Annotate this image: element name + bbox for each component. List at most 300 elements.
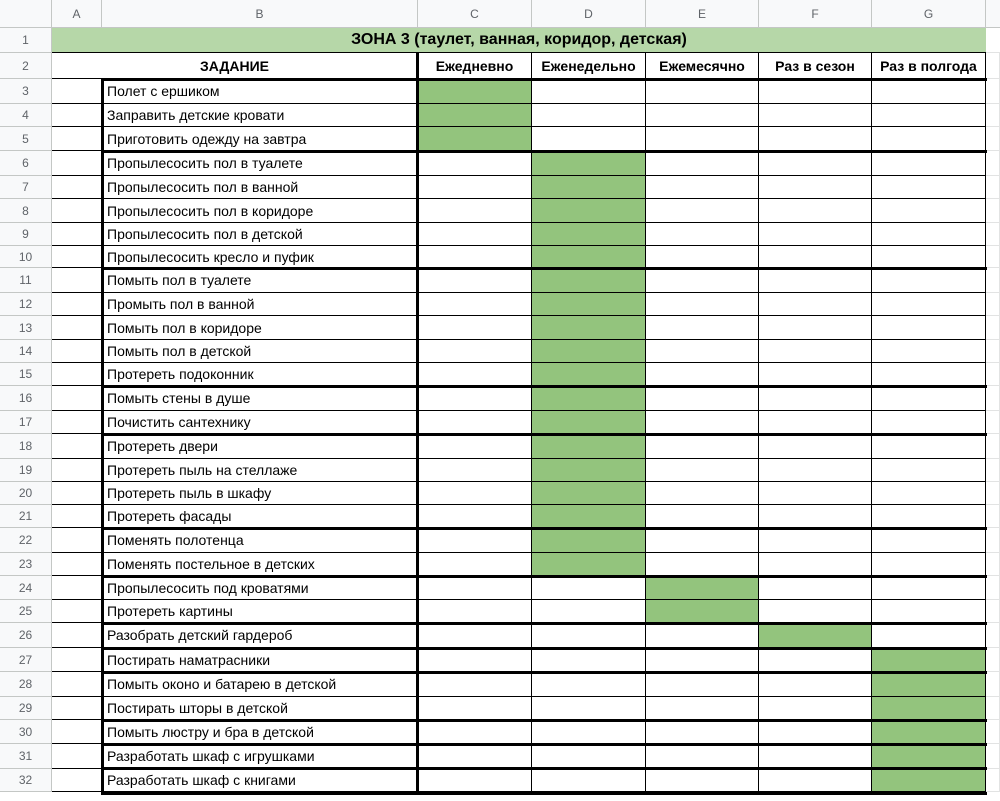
- task-cell[interactable]: [102, 623, 418, 648]
- cell-overflow-7[interactable]: [986, 176, 1000, 199]
- freq-cell-5[interactable]: [872, 127, 986, 151]
- task-cell[interactable]: [102, 293, 418, 316]
- freq-cell-4[interactable]: [759, 623, 872, 648]
- freq-cell-1[interactable]: [418, 769, 532, 792]
- column-header-d[interactable]: [532, 0, 646, 28]
- task-cell-text: Протереть пыль на стеллаже: [107, 462, 298, 478]
- freq-cell-2[interactable]: [532, 459, 646, 482]
- freq-cell-5[interactable]: [872, 246, 986, 268]
- cell-overflow-31[interactable]: [986, 744, 1000, 769]
- cell-a24[interactable]: [52, 576, 102, 600]
- freq-cell-2[interactable]: [532, 623, 646, 648]
- task-cell[interactable]: [102, 176, 418, 199]
- row-header-15[interactable]: [0, 363, 52, 386]
- freq-header-1[interactable]: [418, 53, 532, 79]
- freq-cell-4[interactable]: [759, 744, 872, 769]
- cell-overflow-24[interactable]: [986, 576, 1000, 600]
- freq-cell-2[interactable]: [532, 386, 646, 411]
- freq-cell-3[interactable]: [646, 293, 759, 316]
- task-cell-text: Поменять постельное в детских: [107, 556, 315, 572]
- freq-cell-5[interactable]: [872, 482, 986, 505]
- row-header-3[interactable]: [0, 79, 52, 104]
- freq-cell-2[interactable]: [532, 769, 646, 792]
- row-header-19[interactable]: [0, 459, 52, 482]
- freq-cell-1[interactable]: [418, 459, 532, 482]
- freq-cell-2[interactable]: [532, 553, 646, 576]
- row-header-6[interactable]: [0, 151, 52, 176]
- row-header-8[interactable]: [0, 199, 52, 223]
- column-header-f[interactable]: [759, 0, 872, 28]
- freq-cell-5[interactable]: [872, 720, 986, 744]
- freq-cell-2[interactable]: [532, 505, 646, 528]
- task-cell[interactable]: [102, 104, 418, 127]
- row-header-20[interactable]: [0, 482, 52, 505]
- freq-cell-5[interactable]: [872, 79, 986, 104]
- freq-cell-5[interactable]: [872, 672, 986, 697]
- freq-cell-1[interactable]: [418, 576, 532, 600]
- freq-cell-2[interactable]: [532, 482, 646, 505]
- column-header-a[interactable]: [52, 0, 102, 28]
- freq-cell-4[interactable]: [759, 459, 872, 482]
- row-header-2[interactable]: [0, 53, 52, 79]
- row-header-28[interactable]: [0, 672, 52, 697]
- cell-overflow-30[interactable]: [986, 720, 1000, 744]
- cell-overflow-12[interactable]: [986, 293, 1000, 316]
- cell-a18[interactable]: [52, 434, 102, 459]
- freq-cell-2[interactable]: [532, 434, 646, 459]
- row-header-18[interactable]: [0, 434, 52, 459]
- freq-cell-1[interactable]: [418, 363, 532, 386]
- row-header-14[interactable]: [0, 340, 52, 363]
- freq-cell-3[interactable]: [646, 434, 759, 459]
- task-cell[interactable]: [102, 482, 418, 505]
- cell-a25[interactable]: [52, 600, 102, 623]
- cell-overflow-26[interactable]: [986, 623, 1000, 648]
- task-cell[interactable]: [102, 268, 418, 293]
- freq-cell-4[interactable]: [759, 576, 872, 600]
- row-header-31[interactable]: [0, 744, 52, 769]
- cell-a28[interactable]: [52, 672, 102, 697]
- cell-a22[interactable]: [52, 528, 102, 553]
- freq-cell-1[interactable]: [418, 648, 532, 672]
- freq-cell-1[interactable]: [418, 199, 532, 223]
- freq-cell-2[interactable]: [532, 223, 646, 246]
- freq-header-4[interactable]: [759, 53, 872, 79]
- row-header-23[interactable]: [0, 553, 52, 576]
- select-all-corner[interactable]: [0, 0, 52, 28]
- freq-cell-1[interactable]: [418, 600, 532, 623]
- cell-overflow-27[interactable]: [986, 648, 1000, 672]
- column-header-c[interactable]: [418, 0, 532, 28]
- cell-overflow-10[interactable]: [986, 246, 1000, 268]
- freq-cell-4[interactable]: [759, 127, 872, 151]
- freq-cell-5[interactable]: [872, 528, 986, 553]
- cell-overflow-11[interactable]: [986, 268, 1000, 293]
- freq-cell-2[interactable]: [532, 720, 646, 744]
- row-header-11[interactable]: [0, 268, 52, 293]
- row-header-22[interactable]: [0, 528, 52, 553]
- freq-cell-4[interactable]: [759, 720, 872, 744]
- freq-cell-1[interactable]: [418, 744, 532, 769]
- row-header-5[interactable]: [0, 127, 52, 151]
- freq-cell-4[interactable]: [759, 482, 872, 505]
- freq-cell-5[interactable]: [872, 176, 986, 199]
- freq-cell-1[interactable]: [418, 386, 532, 411]
- freq-cell-2[interactable]: [532, 340, 646, 363]
- cell-a21[interactable]: [52, 505, 102, 528]
- freq-cell-1[interactable]: [418, 720, 532, 744]
- cell-a26[interactable]: [52, 623, 102, 648]
- freq-cell-5[interactable]: [872, 223, 986, 246]
- task-cell[interactable]: [102, 459, 418, 482]
- cell-overflow-29[interactable]: [986, 697, 1000, 720]
- group-border: [102, 575, 987, 578]
- freq-cell-4[interactable]: [759, 293, 872, 316]
- cell-overflow-16[interactable]: [986, 386, 1000, 411]
- freq-cell-2[interactable]: [532, 528, 646, 553]
- task-cell[interactable]: [102, 744, 418, 769]
- freq-header-2[interactable]: [532, 53, 646, 79]
- freq-header-5[interactable]: [872, 53, 986, 79]
- row-header-4[interactable]: [0, 104, 52, 127]
- freq-cell-5[interactable]: [872, 505, 986, 528]
- freq-cell-1[interactable]: [418, 151, 532, 176]
- task-cell[interactable]: [102, 434, 418, 459]
- freq-cell-2[interactable]: [532, 104, 646, 127]
- freq-cell-4[interactable]: [759, 434, 872, 459]
- freq-cell-2[interactable]: [532, 316, 646, 340]
- freq-cell-5[interactable]: [872, 268, 986, 293]
- freq-cell-2[interactable]: [532, 293, 646, 316]
- freq-cell-2[interactable]: [532, 199, 646, 223]
- freq-cell-2[interactable]: [532, 363, 646, 386]
- cell-overflow-15[interactable]: [986, 363, 1000, 386]
- freq-cell-3[interactable]: [646, 386, 759, 411]
- cell-overflow-14[interactable]: [986, 340, 1000, 363]
- freq-cell-3[interactable]: [646, 672, 759, 697]
- freq-cell-5[interactable]: [872, 363, 986, 386]
- freq-cell-3[interactable]: [646, 576, 759, 600]
- cell-overflow-2[interactable]: [986, 53, 1000, 79]
- freq-cell-3[interactable]: [646, 623, 759, 648]
- freq-cell-3[interactable]: [646, 648, 759, 672]
- freq-cell-2[interactable]: [532, 697, 646, 720]
- cell-overflow-22[interactable]: [986, 528, 1000, 553]
- freq-cell-1[interactable]: [418, 293, 532, 316]
- task-cell[interactable]: [102, 340, 418, 363]
- cell-overflow-25[interactable]: [986, 600, 1000, 623]
- freq-cell-5[interactable]: [872, 576, 986, 600]
- freq-cell-5[interactable]: [872, 151, 986, 176]
- freq-cell-1[interactable]: [418, 246, 532, 268]
- task-cell-text: Разработать шкаф с книгами: [107, 772, 296, 788]
- cell-overflow-20[interactable]: [986, 482, 1000, 505]
- cell-overflow-21[interactable]: [986, 505, 1000, 528]
- cell-overflow-9[interactable]: [986, 223, 1000, 246]
- freq-cell-3[interactable]: [646, 769, 759, 792]
- freq-cell-4[interactable]: [759, 104, 872, 127]
- freq-cell-5[interactable]: [872, 293, 986, 316]
- task-cell-text: Протереть подоконник: [107, 366, 254, 382]
- task-cell[interactable]: [102, 223, 418, 246]
- cell-a9[interactable]: [52, 223, 102, 246]
- task-cell[interactable]: [102, 316, 418, 340]
- freq-cell-5[interactable]: [872, 697, 986, 720]
- group-border: [102, 719, 987, 722]
- freq-cell-4[interactable]: [759, 386, 872, 411]
- freq-cell-4[interactable]: [759, 151, 872, 176]
- freq-cell-4[interactable]: [759, 316, 872, 340]
- freq-cell-5[interactable]: [872, 553, 986, 576]
- freq-cell-3[interactable]: [646, 127, 759, 151]
- freq-cell-5[interactable]: [872, 623, 986, 648]
- freq-cell-3[interactable]: [646, 151, 759, 176]
- freq-cell-3[interactable]: [646, 600, 759, 623]
- freq-cell-4[interactable]: [759, 672, 872, 697]
- task-cell[interactable]: [102, 127, 418, 151]
- freq-cell-4[interactable]: [759, 223, 872, 246]
- cell-overflow-1[interactable]: [986, 28, 1000, 53]
- freq-cell-3[interactable]: [646, 720, 759, 744]
- cell-a5[interactable]: [52, 127, 102, 151]
- freq-cell-5[interactable]: [872, 648, 986, 672]
- freq-cell-4[interactable]: [759, 648, 872, 672]
- freq-cell-3[interactable]: [646, 268, 759, 293]
- task-cell[interactable]: [102, 769, 418, 792]
- column-header-overflow[interactable]: [986, 0, 1000, 28]
- cell-a27[interactable]: [52, 648, 102, 672]
- cell-a31[interactable]: [52, 744, 102, 769]
- freq-cell-5[interactable]: [872, 104, 986, 127]
- cell-a15[interactable]: [52, 363, 102, 386]
- freq-cell-5[interactable]: [872, 316, 986, 340]
- cell-overflow-5[interactable]: [986, 127, 1000, 151]
- freq-cell-2[interactable]: [532, 268, 646, 293]
- task-cell[interactable]: [102, 363, 418, 386]
- freq-cell-3[interactable]: [646, 176, 759, 199]
- freq-cell-3[interactable]: [646, 411, 759, 434]
- freq-header-3[interactable]: [646, 53, 759, 79]
- freq-cell-1[interactable]: [418, 176, 532, 199]
- freq-cell-1[interactable]: [418, 434, 532, 459]
- freq-cell-2[interactable]: [532, 672, 646, 697]
- row-header-30[interactable]: [0, 720, 52, 744]
- freq-cell-2[interactable]: [532, 246, 646, 268]
- cell-a7[interactable]: [52, 176, 102, 199]
- cell-a6[interactable]: [52, 151, 102, 176]
- freq-cell-3[interactable]: [646, 528, 759, 553]
- freq-cell-1[interactable]: [418, 79, 532, 104]
- freq-cell-3[interactable]: [646, 340, 759, 363]
- cell-a23[interactable]: [52, 553, 102, 576]
- row-header-17[interactable]: [0, 411, 52, 434]
- row-header-16[interactable]: [0, 386, 52, 411]
- cell-a3[interactable]: [52, 79, 102, 104]
- freq-cell-4[interactable]: [759, 528, 872, 553]
- row-header-26[interactable]: [0, 623, 52, 648]
- cell-overflow-4[interactable]: [986, 104, 1000, 127]
- freq-cell-3[interactable]: [646, 553, 759, 576]
- row-header-12[interactable]: [0, 293, 52, 316]
- freq-cell-1[interactable]: [418, 505, 532, 528]
- task-cell[interactable]: [102, 672, 418, 697]
- row-header-7[interactable]: [0, 176, 52, 199]
- freq-cell-1[interactable]: [418, 411, 532, 434]
- task-cell[interactable]: [102, 576, 418, 600]
- freq-cell-1[interactable]: [418, 316, 532, 340]
- cell-overflow-28[interactable]: [986, 672, 1000, 697]
- freq-cell-4[interactable]: [759, 600, 872, 623]
- cell-a16[interactable]: [52, 386, 102, 411]
- task-header[interactable]: [52, 53, 418, 79]
- cell-overflow-8[interactable]: [986, 199, 1000, 223]
- freq-cell-4[interactable]: [759, 199, 872, 223]
- task-cell[interactable]: [102, 553, 418, 576]
- freq-cell-4[interactable]: [759, 363, 872, 386]
- cell-overflow-6[interactable]: [986, 151, 1000, 176]
- row-header-9[interactable]: [0, 223, 52, 246]
- freq-cell-4[interactable]: [759, 411, 872, 434]
- freq-cell-3[interactable]: [646, 459, 759, 482]
- freq-cell-1[interactable]: [418, 553, 532, 576]
- cell-a30[interactable]: [52, 720, 102, 744]
- cell-overflow-3[interactable]: [986, 79, 1000, 104]
- freq-cell-1[interactable]: [418, 697, 532, 720]
- task-cell[interactable]: [102, 505, 418, 528]
- freq-cell-2[interactable]: [532, 176, 646, 199]
- cell-overflow-13[interactable]: [986, 316, 1000, 340]
- row-header-29[interactable]: [0, 697, 52, 720]
- freq-cell-5[interactable]: [872, 386, 986, 411]
- freq-cell-5[interactable]: [872, 340, 986, 363]
- row-header-10[interactable]: [0, 246, 52, 268]
- column-header-e[interactable]: [646, 0, 759, 28]
- freq-cell-4[interactable]: [759, 769, 872, 792]
- freq-cell-1[interactable]: [418, 104, 532, 127]
- freq-cell-2[interactable]: [532, 411, 646, 434]
- cell-a19[interactable]: [52, 459, 102, 482]
- cell-a20[interactable]: [52, 482, 102, 505]
- freq-cell-3[interactable]: [646, 744, 759, 769]
- row-header-27[interactable]: [0, 648, 52, 672]
- column-header-g[interactable]: [872, 0, 986, 28]
- task-cell[interactable]: [102, 199, 418, 223]
- task-cell[interactable]: [102, 151, 418, 176]
- cell-a32[interactable]: [52, 769, 102, 792]
- task-cell[interactable]: [102, 79, 418, 104]
- freq-cell-5[interactable]: [872, 769, 986, 792]
- task-cell[interactable]: [102, 720, 418, 744]
- freq-cell-2[interactable]: [532, 151, 646, 176]
- freq-cell-5[interactable]: [872, 199, 986, 223]
- row-number: 25: [18, 604, 33, 618]
- freq-cell-5[interactable]: [872, 600, 986, 623]
- freq-cell-4[interactable]: [759, 553, 872, 576]
- freq-cell-2[interactable]: [532, 600, 646, 623]
- freq-cell-5[interactable]: [872, 434, 986, 459]
- cell-overflow-32[interactable]: [986, 769, 1000, 792]
- freq-cell-1[interactable]: [418, 340, 532, 363]
- freq-cell-2[interactable]: [532, 648, 646, 672]
- freq-cell-5[interactable]: [872, 459, 986, 482]
- group-border: [102, 622, 987, 625]
- freq-cell-2[interactable]: [532, 744, 646, 769]
- cell-a11[interactable]: [52, 268, 102, 293]
- task-cell[interactable]: [102, 386, 418, 411]
- cell-a14[interactable]: [52, 340, 102, 363]
- cell-overflow-19[interactable]: [986, 459, 1000, 482]
- freq-cell-3[interactable]: [646, 316, 759, 340]
- column-header-b[interactable]: [102, 0, 418, 28]
- freq-cell-2[interactable]: [532, 127, 646, 151]
- freq-cell-3[interactable]: [646, 697, 759, 720]
- cell-overflow-23[interactable]: [986, 553, 1000, 576]
- cell-a13[interactable]: [52, 316, 102, 340]
- freq-cell-2[interactable]: [532, 79, 646, 104]
- freq-cell-4[interactable]: [759, 246, 872, 268]
- freq-cell-2[interactable]: [532, 576, 646, 600]
- freq-cell-1[interactable]: [418, 623, 532, 648]
- task-cell[interactable]: [102, 697, 418, 720]
- freq-cell-5[interactable]: [872, 744, 986, 769]
- freq-cell-3[interactable]: [646, 104, 759, 127]
- cell-a10[interactable]: [52, 246, 102, 268]
- freq-cell-3[interactable]: [646, 223, 759, 246]
- cell-overflow-17[interactable]: [986, 411, 1000, 434]
- task-cell[interactable]: [102, 600, 418, 623]
- freq-cell-3[interactable]: [646, 505, 759, 528]
- row-header-24[interactable]: [0, 576, 52, 600]
- freq-cell-1[interactable]: [418, 268, 532, 293]
- freq-cell-3[interactable]: [646, 246, 759, 268]
- title-cell[interactable]: [52, 28, 986, 53]
- freq-cell-3[interactable]: [646, 199, 759, 223]
- cell-a29[interactable]: [52, 697, 102, 720]
- freq-cell-4[interactable]: [759, 340, 872, 363]
- freq-cell-1[interactable]: [418, 672, 532, 697]
- freq-cell-1[interactable]: [418, 482, 532, 505]
- freq-header-3-text: Ежемесячно: [659, 57, 745, 74]
- freq-cell-3[interactable]: [646, 363, 759, 386]
- cell-a12[interactable]: [52, 293, 102, 316]
- task-cell[interactable]: [102, 411, 418, 434]
- freq-cell-3[interactable]: [646, 482, 759, 505]
- row-header-1[interactable]: [0, 28, 52, 53]
- freq-cell-4[interactable]: [759, 268, 872, 293]
- freq-cell-1[interactable]: [418, 528, 532, 553]
- freq-cell-1[interactable]: [418, 127, 532, 151]
- task-cell[interactable]: [102, 246, 418, 268]
- row-header-21[interactable]: [0, 505, 52, 528]
- row-header-13[interactable]: [0, 316, 52, 340]
- freq-cell-3[interactable]: [646, 79, 759, 104]
- freq-cell-4[interactable]: [759, 505, 872, 528]
- cell-a17[interactable]: [52, 411, 102, 434]
- freq-cell-1[interactable]: [418, 223, 532, 246]
- task-cell[interactable]: [102, 648, 418, 672]
- row-header-32[interactable]: [0, 769, 52, 792]
- freq-cell-4[interactable]: [759, 176, 872, 199]
- cell-a8[interactable]: [52, 199, 102, 223]
- freq-cell-4[interactable]: [759, 79, 872, 104]
- group-border: [102, 767, 987, 770]
- cell-overflow-18[interactable]: [986, 434, 1000, 459]
- freq-cell-4[interactable]: [759, 697, 872, 720]
- cell-a4[interactable]: [52, 104, 102, 127]
- freq-cell-5[interactable]: [872, 411, 986, 434]
- task-cell[interactable]: [102, 528, 418, 553]
- row-header-25[interactable]: [0, 600, 52, 623]
